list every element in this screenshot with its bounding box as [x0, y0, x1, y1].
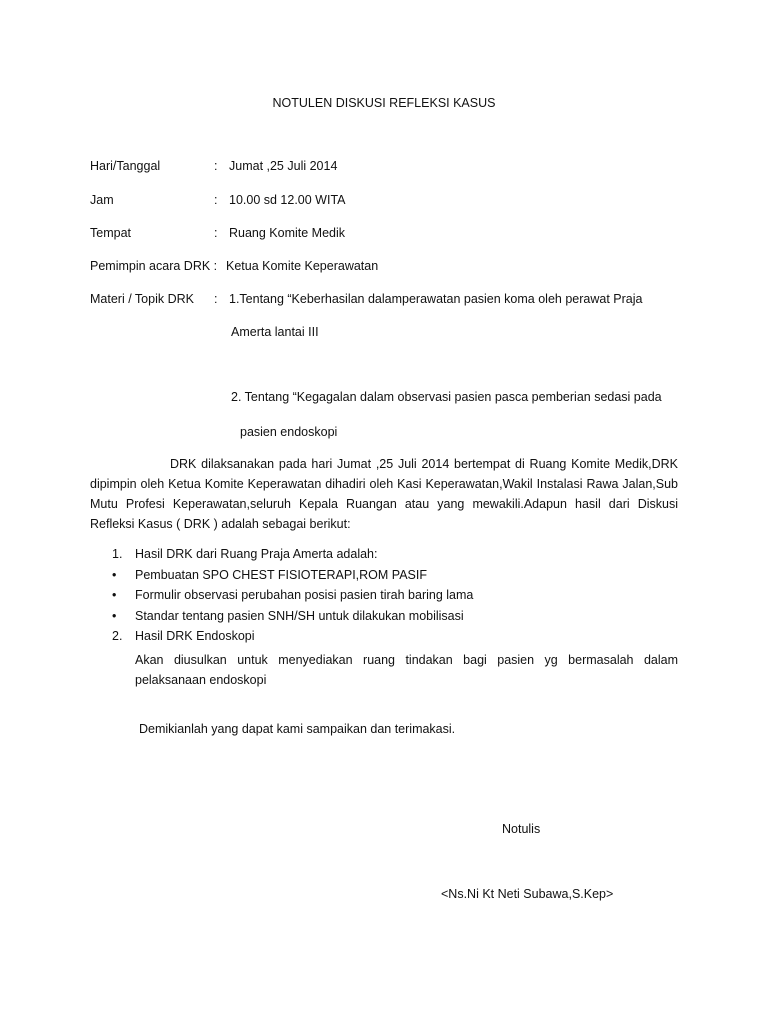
field-label-hari-tanggal: Hari/Tanggal [90, 159, 161, 173]
document-title: NOTULEN DISKUSI REFLEKSI KASUS [272, 96, 496, 110]
field-value-hari-tanggal: Jumat ,25 Juli 2014 [229, 159, 338, 173]
list-item [90, 609, 678, 627]
list-item-text: Pembuatan SPO CHEST FISIOTERAPI,ROM PASIF [135, 568, 427, 582]
list-item [90, 629, 678, 647]
list-item-text: Standar tentang pasien SNH/SH untuk dilakukan mobilisasi [135, 609, 464, 623]
field-value-materi: 1.Tentang “Keberhasilan dalamperawatan pasien koma oleh perawat Praja [229, 292, 643, 306]
list-item [90, 547, 678, 565]
notulis-name: <Ns.Ni Kt Neti Subawa,S.Kep> [441, 887, 614, 901]
field-label-jam: Jam [90, 193, 114, 207]
field-colon: : [214, 193, 218, 207]
list-marker: 1. [112, 547, 123, 561]
topik-2-line-1: 2. Tentang “Kegagalan dalam observasi pasien pasca pemberian sedasi pada [231, 390, 662, 404]
body-paragraph [90, 454, 678, 534]
materi-continuation: Amerta lantai III [231, 325, 319, 339]
field-colon: : [214, 292, 218, 306]
topik-2-line-2: pasien endoskopi [240, 425, 338, 439]
body-paragraph-text: DRK dilaksanakan pada hari Jumat ,25 Juli 2014 bertempat di Ruang Komite Medik,DRK dipimpin oleh Ketua Komite Keperawatan dihadiri oleh Kasi Keperawatan,Wakil Instalasi Rawa Jalan,Sub Mutu Profesi Keperawatan,seluruh Kepala Ruangan atau yang mewakili.Adapun hasil dari Diskusi Refleksi Kasus ( DRK ) adalah sebagai berikut: [90, 457, 678, 531]
list-item-text: Hasil DRK Endoskopi [135, 629, 255, 643]
field-label-pemimpin: Pemimpin acara DRK : [90, 259, 218, 273]
field-label-tempat: Tempat [90, 226, 131, 240]
field-value-tempat: Ruang Komite Medik [229, 226, 346, 240]
closing-sentence: Demikianlah yang dapat kami sampaikan dan terimakasi. [139, 722, 456, 736]
notulis-label: Notulis [502, 822, 541, 836]
list-item [90, 568, 678, 586]
field-value-jam: 10.00 sd 12.00 WITA [229, 193, 346, 207]
list-item-description: Akan diusulkan untuk menyediakan ruang tindakan bagi pasien yg bermasalah dalam pelaksanaan endoskopi [135, 653, 678, 687]
list-item-text: Formulir observasi perubahan posisi pasien tirah baring lama [135, 588, 474, 602]
bullet-icon: • [112, 609, 117, 623]
list-item [90, 588, 678, 606]
field-colon: : [214, 159, 218, 173]
field-value-pemimpin: Ketua Komite Keperawatan [226, 259, 379, 273]
bullet-icon: • [112, 568, 117, 582]
list-marker: 2. [112, 629, 123, 643]
bullet-icon: • [112, 588, 117, 602]
list-item-text: Hasil DRK dari Ruang Praja Amerta adalah: [135, 547, 378, 561]
field-colon: : [214, 226, 218, 240]
field-label-materi: Materi / Topik DRK [90, 292, 194, 306]
